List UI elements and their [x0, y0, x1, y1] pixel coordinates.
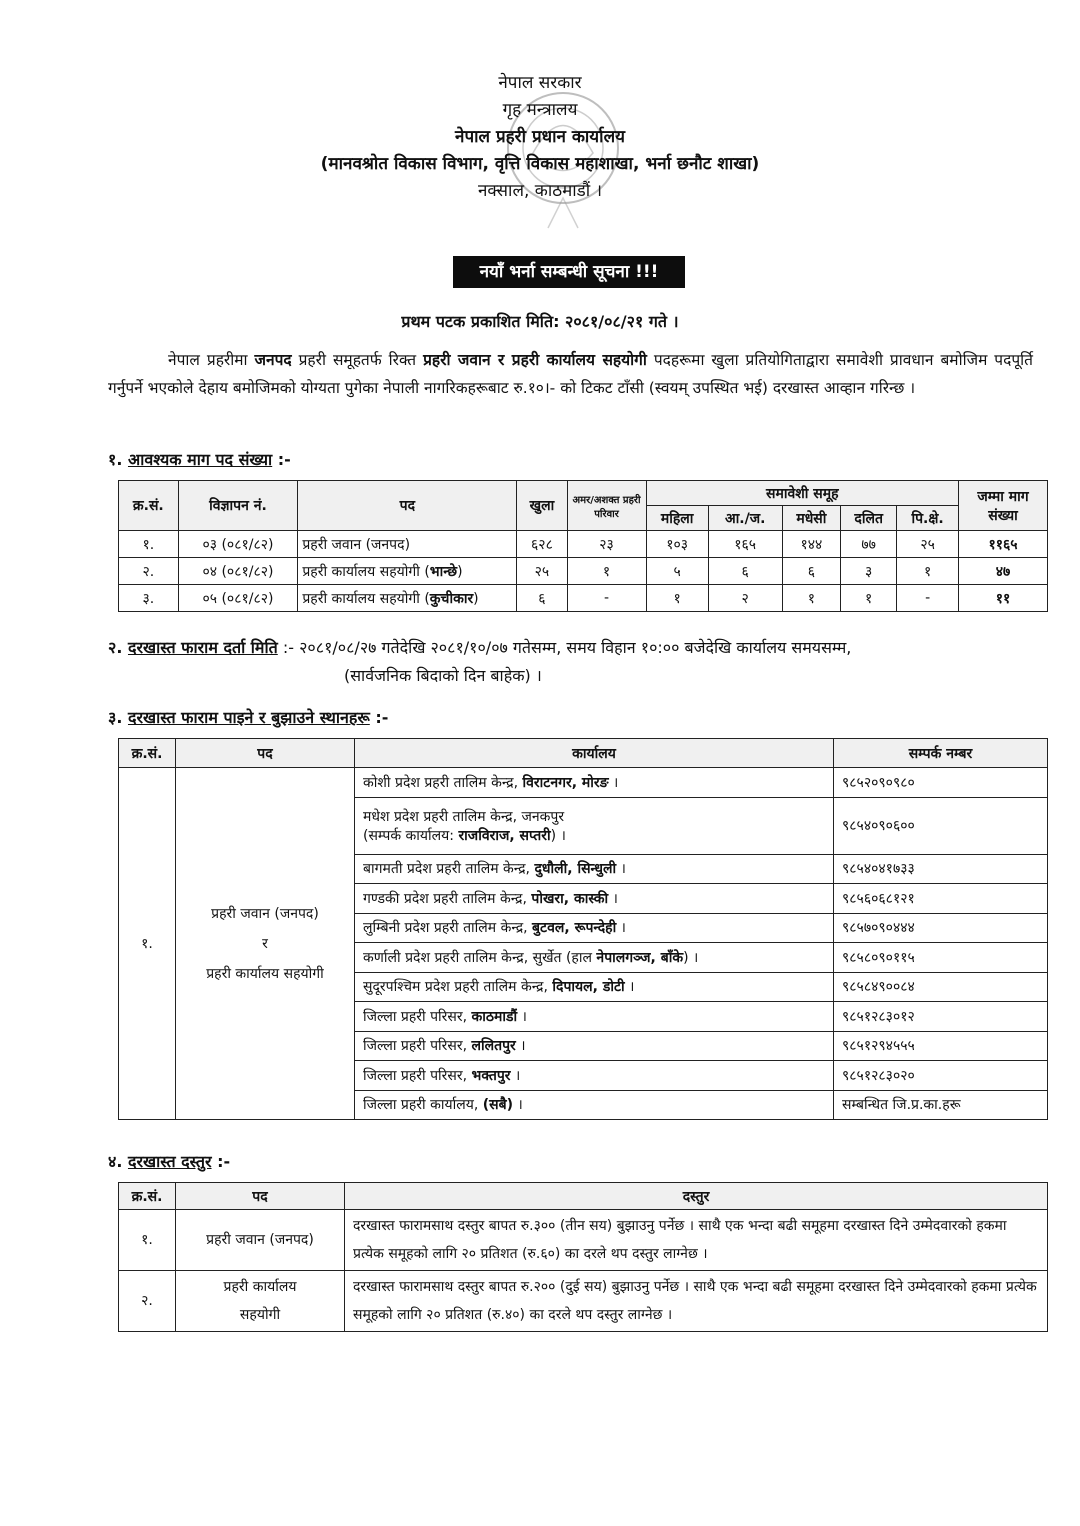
table-row: सुदूरपश्चिम प्रदेश प्रहरी तालिम केन्द्र, दिपायल, डोटी । ९८५८४९००८४: [119, 972, 1048, 1002]
vacancy-table: [118, 480, 1048, 612]
col-janajati: आ./ज.: [708, 506, 782, 531]
office-name: नेपाल प्रहरी प्रधान कार्यालय: [455, 127, 625, 147]
table-row: जिल्ला प्रहरी कार्यालय, (सबै) । सम्बन्धित जि.प्र.का.हरू: [119, 1090, 1048, 1120]
col-inclusive: समावेशी समूह: [646, 481, 958, 506]
col-sn: क्र.सं.: [119, 481, 179, 531]
col-post: पद: [298, 481, 517, 531]
notice-title: नयाँ भर्ना सम्बन्धी सूचना !!!: [453, 256, 685, 288]
publish-date: प्रथम पटक प्रकाशित मिति: २०८१/०८/२१ गते ।: [401, 312, 679, 331]
section-3-heading: ३. दरखास्त फाराम पाइने र बुझाउने स्थानहरू :-: [108, 708, 389, 727]
table-row: लुम्बिनी प्रदेश प्रहरी तालिम केन्द्र, बुटवल, रूपन्देही । ९८५७०९०४४४: [119, 913, 1048, 943]
section-4-heading: ४. दरखास्त दस्तुर :-: [108, 1152, 231, 1171]
table-row: २. ०४ (०८१/८२) प्रहरी कार्यालय सहयोगी (भान्छे) २५ १ ५ ६ ६ ३ १ ४७: [119, 558, 1048, 585]
government-name: नेपाल सरकार: [498, 73, 582, 93]
intro-paragraph: नेपाल प्रहरीमा जनपद प्रहरी समूहतर्फ रिक्त प्रहरी जवान र प्रहरी कार्यालय सहयोगी पदहरूमा खुला प्रतियोगिताद्वारा समावेशी प्रावधान बमोजिम पदपूर्ति गर्नुपर्ने भएकोले देहाय बमोजिमको योग्यता पुगेका नेपाली नागरिकहरूबाट रु.१०।- को टिकट टाँसी (स्वयम् उपस्थित भई) दरखास्त आव्हान गरिन्छ ।: [108, 351, 1033, 397]
col-madhesi: मधेसी: [782, 506, 840, 531]
section-2-application-dates: २. दरखास्त फाराम दर्ता मिति :- २०८१/०८/२७ गतेदेखि २०८१/१०/०७ गतेसम्म, समय विहान १०:०० बजेदेखि कार्यालय समयसम्म, (सार्वजनिक बिदाको दिन बाहेक) ।: [108, 638, 852, 685]
ministry-name: गृह मन्त्रालय: [502, 100, 578, 120]
col-adv: विज्ञापन नं.: [178, 481, 298, 531]
col-martyr: अमर/अशक्त प्रहरी परिवार: [567, 481, 646, 531]
section-1-heading: १. आवश्यक माग पद संख्या :-: [108, 450, 291, 469]
table-row: बागमती प्रदेश प्रहरी तालिम केन्द्र, दुधौली, सिन्धुली । ९८५४०४१७३३: [119, 854, 1048, 884]
table-row: जिल्ला प्रहरी परिसर, काठमाडौं । ९८५१२८३०१२: [119, 1002, 1048, 1032]
letterhead: [0, 70, 1080, 205]
table-row: १. प्रहरी जवान (जनपद) दरखास्त फारामसाथ दस्तुर बापत रु.३०० (तीन सय) बुझाउनु पर्नेछ । साथै एक भन्दा बढी समूहमा दरखास्त दिने उम्मेदवारको हकमा प्रत्येक समूहको लागि २० प्रतिशत (रु.६०) का दरले थप दस्तुर लाग्नेछ ।: [119, 1210, 1048, 1271]
offices-table: क्र.सं. पद कार्यालय सम्पर्क नम्बर १. प्रहरी जवान (जनपद) र प्रहरी कार्यालय सहयोगी कोशी प्रदेश प्रहरी तालिम केन्द्र, विराटनगर, मोरङ । ९८५२०९०९८० मधेश प्रदेश प्रहरी तालिम केन्द्र, जनकपुर (सम्पर्क कार्यालय: राजविराज, सप्तरी) । ९८५४०९०६०० बागमती प्रदेश प्रहरी तालिम केन्द्र, दुधौली, सिन्धुली । ९८५४०४१७३३ गण्डकी प्रदेश प्रहरी तालिम केन्द्र, पोखरा, कास्की । ९८५६०६८१२१ लुम्बिनी प्रदेश प्रहरी तालिम केन्द्र, बुटवल, रूपन्देही । ९८५७०९०४४४ कर्णाली प्रदेश प्रहरी तालिम केन्द्र, सुर्खेत (हाल नेपालगञ्ज, बाँके) । ९८५८०९०११५ सुदूरपश्चिम प्रदेश प्रहरी तालिम केन्द्र, दिपायल, डोटी । ९८५८४९००८४ जिल्ला प्रहरी परिसर, काठमाडौं । ९८५१२८३०१२ जिल्ला प्रहरी परिसर, ललितपुर । ९८५१२९४५५५ जिल्ला प्रहरी परिसर, भक्तपुर । ९८५१२८३०२० जिल्ला प्रहरी कार्यालय, (सबै) । सम्बन्धित जि.प्र.का.हरू: [118, 738, 1048, 1120]
col-open: खुला: [517, 481, 567, 531]
office-address: नक्साल, काठमाडौं ।: [477, 181, 603, 201]
table-row: मधेश प्रदेश प्रहरी तालिम केन्द्र, जनकपुर (सम्पर्क कार्यालय: राजविराज, सप्तरी) । ९८५४०९०६००: [119, 797, 1048, 854]
fee-table: क्र.सं. पद दस्तुर १. प्रहरी जवान (जनपद) दरखास्त फारामसाथ दस्तुर बापत रु.३०० (तीन सय) बुझाउनु पर्नेछ । साथै एक भन्दा बढी समूहमा दरखास्त दिने उम्मेदवारको हकमा प्रत्येक समूहको लागि २० प्रतिशत (रु.६०) का दरले थप दस्तुर लाग्नेछ । २. प्रहरी कार्यालय सहयोगी दरखास्त फारामसाथ दस्तुर बापत रु.२०० (दुई सय) बुझाउनु पर्नेछ । साथै एक भन्दा बढी समूहमा दरखास्त दिने उम्मेदवारको हकमा प्रत्येक समूहको लागि २० प्रतिशत (रु.४०) का दरले थप दस्तुर लाग्नेछ ।: [118, 1182, 1048, 1332]
table-row: गण्डकी प्रदेश प्रहरी तालिम केन्द्र, पोखरा, कास्की । ९८५६०६८१२१: [119, 884, 1048, 914]
col-dalit: दलित: [841, 506, 897, 531]
table-row: जिल्ला प्रहरी परिसर, भक्तपुर । ९८५१२८३०२०: [119, 1061, 1048, 1091]
col-backward: पि.क्षे.: [897, 506, 959, 531]
department-name: (मानवश्रोत विकास विभाग, वृत्ति विकास महाशाखा, भर्ना छनौट शाखा): [320, 154, 760, 174]
table-row: २. प्रहरी कार्यालय सहयोगी दरखास्त फारामसाथ दस्तुर बापत रु.२०० (दुई सय) बुझाउनु पर्नेछ । साथै एक भन्दा बढी समूहमा दरखास्त दिने उम्मेदवारको हकमा प्रत्येक समूहको लागि २० प्रतिशत (रु.४०) का दरले थप दस्तुर लाग्नेछ ।: [119, 1271, 1048, 1332]
table-row: १. प्रहरी जवान (जनपद) र प्रहरी कार्यालय सहयोगी कोशी प्रदेश प्रहरी तालिम केन्द्र, विराटनगर, मोरङ । ९८५२०९०९८०: [119, 768, 1048, 798]
col-total: जम्मा माग संख्या: [959, 481, 1048, 531]
table-row: ३. ०५ (०८१/८२) प्रहरी कार्यालय सहयोगी (कुचीकार) ६ - १ २ १ १ - ११: [119, 585, 1048, 612]
table-row: कर्णाली प्रदेश प्रहरी तालिम केन्द्र, सुर्खेत (हाल नेपालगञ्ज, बाँके) । ९८५८०९०११५: [119, 943, 1048, 973]
col-women: महिला: [646, 506, 708, 531]
table-row: जिल्ला प्रहरी परिसर, ललितपुर । ९८५१२९४५५५: [119, 1031, 1048, 1061]
table-row: १. ०३ (०८१/८२) प्रहरी जवान (जनपद) ६२८ २३ १०३ १६५ १४४ ७७ २५ ११६५: [119, 531, 1048, 558]
